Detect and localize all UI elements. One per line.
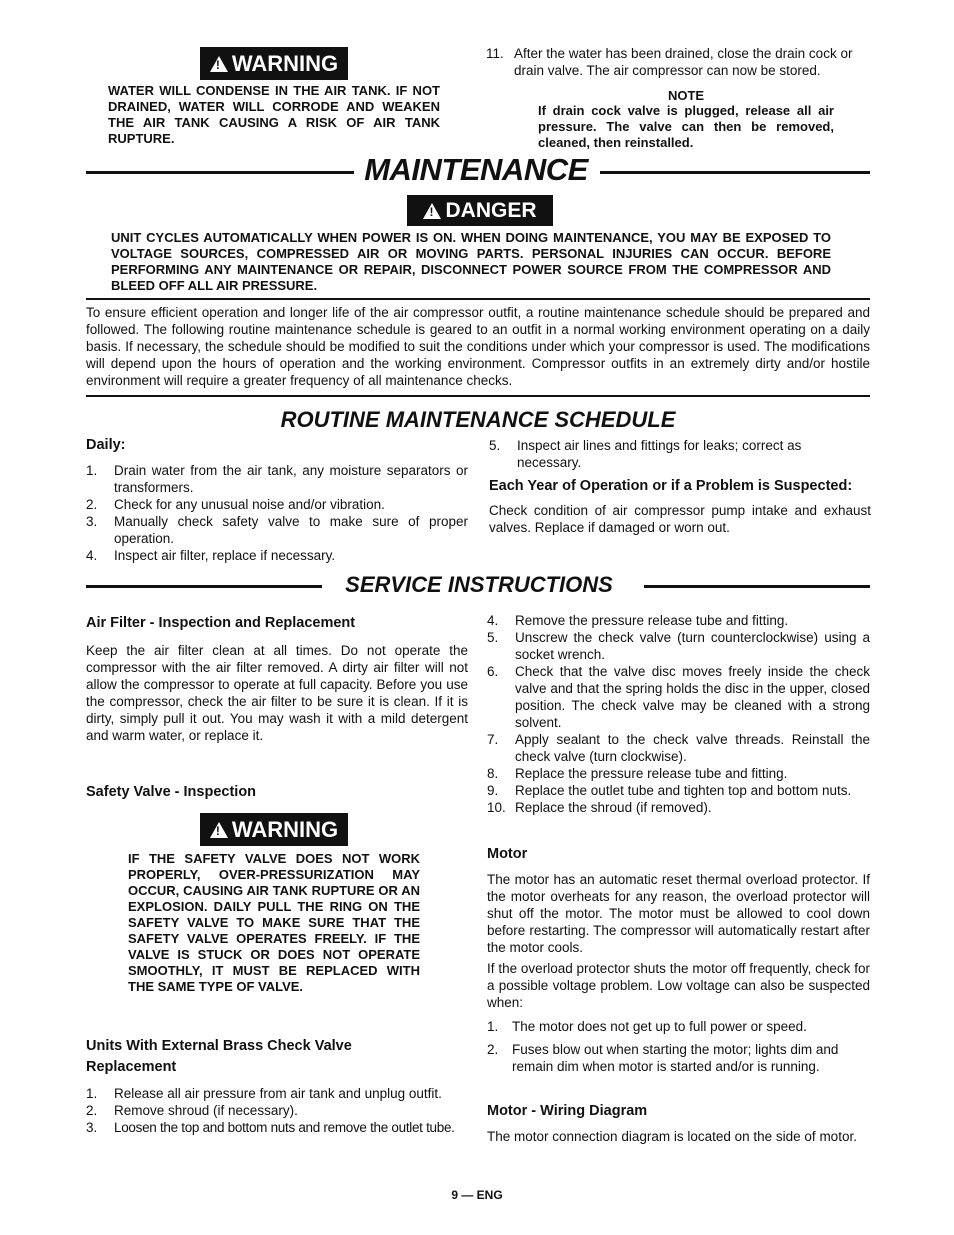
warning-triangle-icon xyxy=(210,822,228,838)
step-11 xyxy=(486,45,870,79)
list-item: 3. Manually check safety valve to make sure of proper operation. xyxy=(86,514,468,546)
list-item: 4. Inspect air filter, replace if necessary. xyxy=(86,548,336,563)
list-item: 10. Replace the shroud (if removed). xyxy=(487,800,712,815)
wiring-heading: Motor - Wiring Diagram xyxy=(487,1103,648,1119)
danger-text: UNIT CYCLES AUTOMATICALLY WHEN POWER IS ON. WHEN DOING MAINTENANCE, YOU MAY BE EXPOSED TO VOLTAGE SOURCES, COMPRESSED AIR OR MOVING PARTS. PERSONAL INJURIES CAN OCCUR. BEFORE PERFORMING ANY MAINTENANCE OR REPAIR, DISCONNECT POWER SOURCE FROM THE COMPRESSOR AND BLEED OFF ALL AIR PRESSURE. xyxy=(111,230,831,293)
air-filter-heading: Air Filter - Inspection and Replacement xyxy=(86,615,356,631)
motor-text-2: If the overload protector shuts the motor off frequently, check for a possible voltage problem. Low voltage can also be suspected when: xyxy=(487,961,870,1010)
list-item: 8. Replace the pressure release tube and fitting. xyxy=(487,766,788,781)
title-rule-right xyxy=(600,171,870,174)
list-item: 4. Remove the pressure release tube and fitting. xyxy=(487,613,789,628)
daily-list-cont xyxy=(489,437,809,471)
intro-paragraph: To ensure efficient operation and longer life of the air compressor outfit, a routine maintenance schedule should be prepared and followed. The following routine maintenance schedule is geared to an outfit in a normal working environment operating on a daily basis. If necessary, the schedule should be modified to suit the conditions under which your compressor is used. The modifications will depend upon the hours of operation and the working environment. Compressor outfits in an extremely dirty and/or hostile environment will require a greater frequency of all maintenance checks. xyxy=(86,305,870,388)
wiring-text: The motor connection diagram is located on the side of motor. xyxy=(487,1129,857,1144)
list-item: 5. Unscrew the check valve (turn counterclockwise) using a socket wrench. xyxy=(487,630,870,662)
motor-heading: Motor xyxy=(487,846,528,862)
list-item: 1. The motor does not get up to full power or speed. xyxy=(487,1019,807,1034)
motor-list xyxy=(487,1018,857,1075)
step-number: 11. xyxy=(486,46,504,61)
page-footer: 9 — ENG xyxy=(451,1188,503,1202)
list-item: 5. Inspect air lines and fittings for leaks; correct as necessary. xyxy=(489,438,802,470)
warning-triangle-icon xyxy=(210,56,228,72)
list-item: 2. Fuses blow out when starting the motor; lights dim and remain dim when motor is started and/or is running. xyxy=(487,1042,839,1074)
daily-list xyxy=(86,462,468,564)
divider-2 xyxy=(86,395,870,397)
list-item: 2. Check for any unusual noise and/or vibration. xyxy=(86,497,385,512)
daily-heading: Daily: xyxy=(86,437,126,453)
danger-triangle-icon xyxy=(423,203,441,219)
service-title: SERVICE INSTRUCTIONS xyxy=(345,572,613,597)
list-item: 1. Release all air pressure from air tank and unplug outfit. xyxy=(86,1086,442,1101)
step-text: After the water has been drained, close the drain cock or drain valve. The air compressor can now be stored. xyxy=(514,46,853,78)
motor-text-1: The motor has an automatic reset thermal overload protector. If the motor overheats for any reason, the overload protector will shut off the motor. The motor must be allowed to cool down before restarting. The compressor will automatically restart after the motor cools. xyxy=(487,872,870,955)
check-valve-list-left xyxy=(86,1085,470,1136)
check-valve-heading: Units With External Brass Check Valve Replacement xyxy=(86,1038,352,1075)
title-rule-left xyxy=(86,171,354,174)
air-filter-text: Keep the air filter clean at all times. Do not operate the compressor with the air filter removed. A dirty air filter will not allow the compressor to operate at full capacity. Before you use the compressor, check the air filter to be sure it is clean. If it is dirty, simply pull it out. You may wash it with a mild detergent and warm water, or replace it. xyxy=(86,643,468,743)
warning-badge-top: ! WARNING xyxy=(200,47,348,80)
list-item: 6. Check that the valve disc moves freely inside the check valve and that the spring holds the disc in the upper, closed position. The check valve may be cleaned with a strong solvent. xyxy=(487,664,870,730)
service-rule-left xyxy=(86,585,322,588)
list-item: 1. Drain water from the air tank, any moisture separators or transformers. xyxy=(86,463,468,495)
danger-badge: ! DANGER xyxy=(407,195,553,226)
list-item: 7. Apply sealant to the check valve threads. Reinstall the check valve (turn clockwise). xyxy=(487,732,870,764)
list-item: 9. Replace the outlet tube and tighten top and bottom nuts. xyxy=(487,783,852,798)
warning-badge-safety: ! WARNING xyxy=(200,813,348,846)
page-title: MAINTENANCE xyxy=(364,152,588,187)
service-rule-right xyxy=(644,585,870,588)
note-text: If drain cock valve is plugged, release all air pressure. The valve can then be removed, cleaned, then reinstalled. xyxy=(538,103,834,150)
routine-title: ROUTINE MAINTENANCE SCHEDULE xyxy=(280,407,676,432)
list-item: 2. Remove shroud (if necessary). xyxy=(86,1103,298,1118)
yearly-text: Check condition of air compressor pump intake and exhaust valves. Replace if damaged or worn out. xyxy=(489,503,871,535)
check-valve-list-right xyxy=(487,612,870,816)
safety-warning-text: IF THE SAFETY VALVE DOES NOT WORK PROPERLY, OVER-PRESSURIZATION MAY OCCUR, CAUSING AIR TANK RUPTURE OR AN EXPLOSION. DAILY PULL THE RING ON THE SAFETY VALVE TO MAKE SURE THAT THE SAFETY VALVE OPERATES FREELY. IF THE VALVE IS STUCK OR DOES NOT OPERATE SMOOTHLY, IT MUST BE REPLACED WITH THE SAME TYPE OF VALVE. xyxy=(128,851,420,994)
divider-1 xyxy=(86,298,870,300)
safety-valve-heading: Safety Valve - Inspection xyxy=(86,784,257,800)
yearly-heading: Each Year of Operation or if a Problem is Suspected: xyxy=(489,478,853,494)
note-label: NOTE xyxy=(667,88,705,103)
list-item: 3. Loosen the top and bottom nuts and remove the outlet tube. xyxy=(86,1120,455,1135)
warning-text-top: WATER WILL CONDENSE IN THE AIR TANK. IF NOT DRAINED, WATER WILL CORRODE AND WEAKEN THE AIR TANK CAUSING A RISK OF AIR TANK RUPTURE. xyxy=(108,83,440,146)
